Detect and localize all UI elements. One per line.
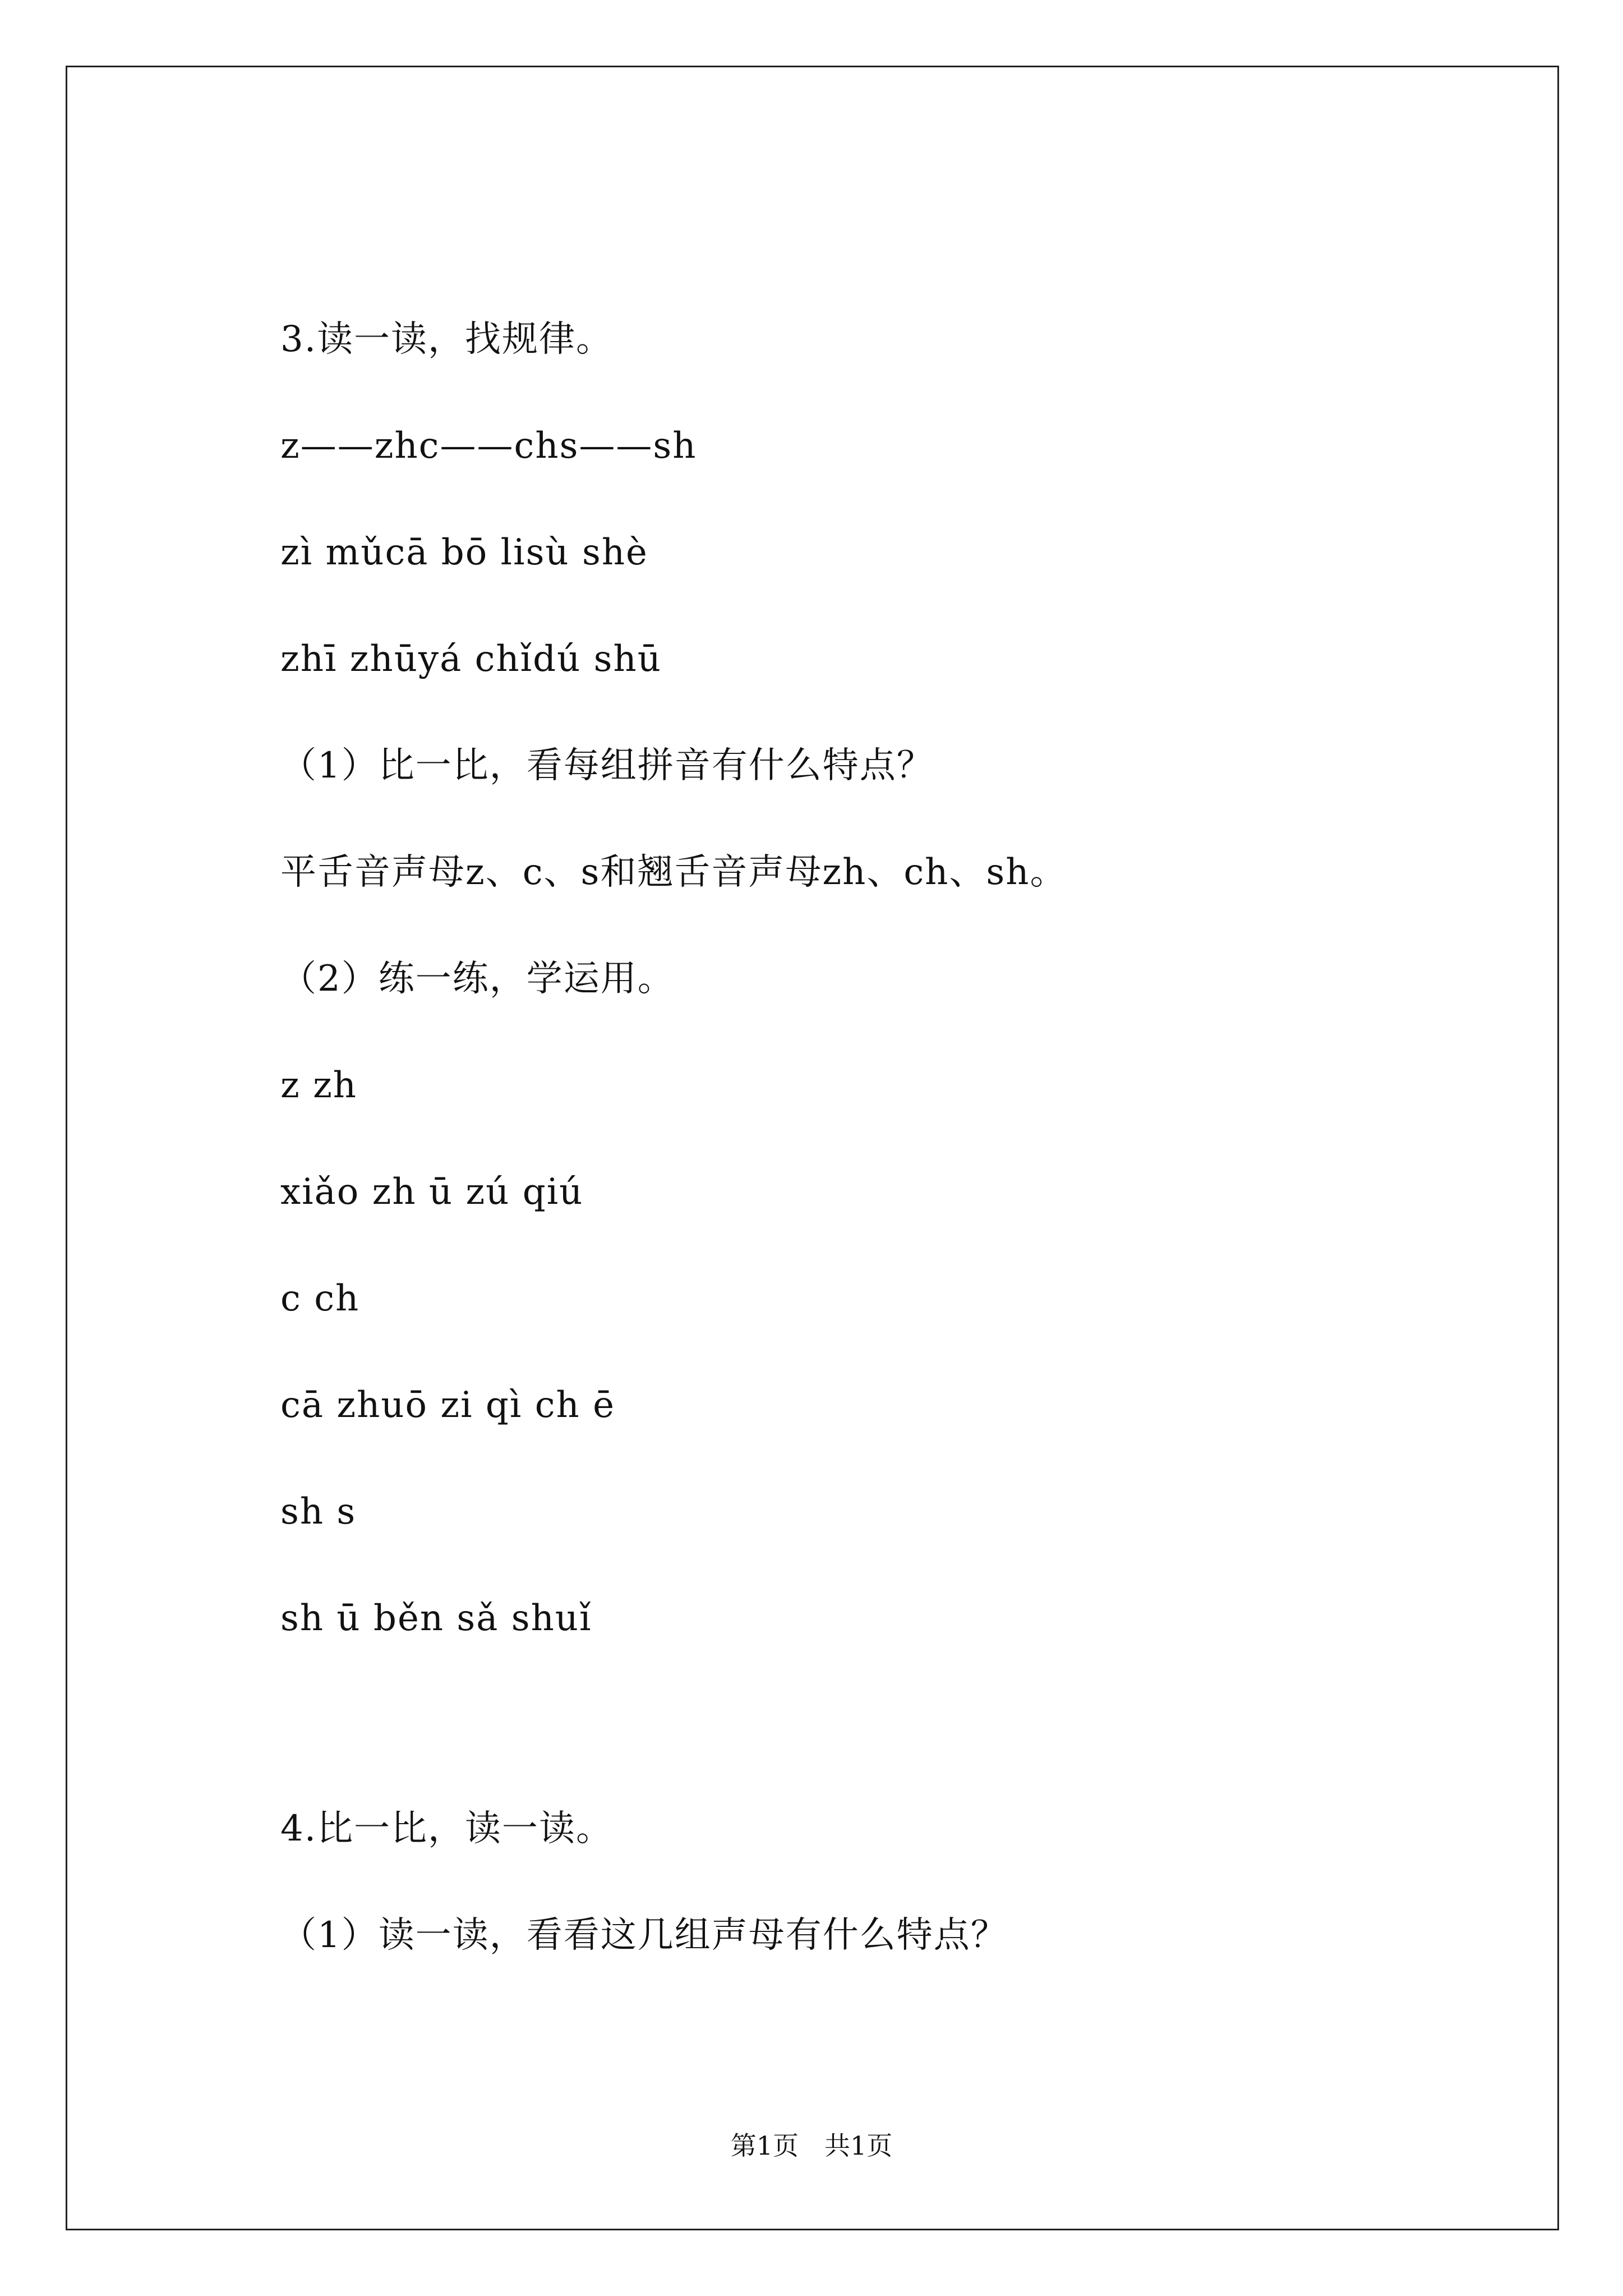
section-3-heading: 3.读一读，找规律。 bbox=[280, 319, 614, 360]
pinyin-words-line-2: zhī zhūyá chǐdú shū bbox=[280, 638, 662, 680]
pinyin-words-line-1: zì mǔcā bō lisù shè bbox=[280, 532, 648, 573]
answer-1: 平舌音声母z、c、s和翘舌音声母zh、ch、sh。 bbox=[280, 852, 1067, 893]
page-frame bbox=[66, 66, 1559, 2230]
pinyin-pattern-line: z——zhc——chs——sh bbox=[280, 425, 697, 467]
practice-words-z-zh: xiǎo zh ū zú qiú bbox=[280, 1171, 584, 1213]
practice-label-sh-s: sh s bbox=[280, 1491, 357, 1533]
question-2: （2）练一练，学运用。 bbox=[280, 958, 675, 1000]
practice-label-z-zh: z zh bbox=[280, 1065, 357, 1106]
practice-label-c-ch: c ch bbox=[280, 1278, 360, 1319]
section-4-heading: 4.比一比，读一读。 bbox=[280, 1808, 614, 1849]
practice-words-sh-s: sh ū běn sǎ shuǐ bbox=[280, 1598, 592, 1639]
section-4-question-1: （1）读一读，看看这几组声母有什么特点？ bbox=[280, 1915, 1008, 1956]
page-footer: 第1页 共1页 bbox=[730, 2131, 893, 2161]
question-1: （1）比一比，看每组拼音有什么特点？ bbox=[280, 745, 934, 786]
practice-words-c-ch: cā zhuō zi qì ch ē bbox=[280, 1384, 615, 1426]
